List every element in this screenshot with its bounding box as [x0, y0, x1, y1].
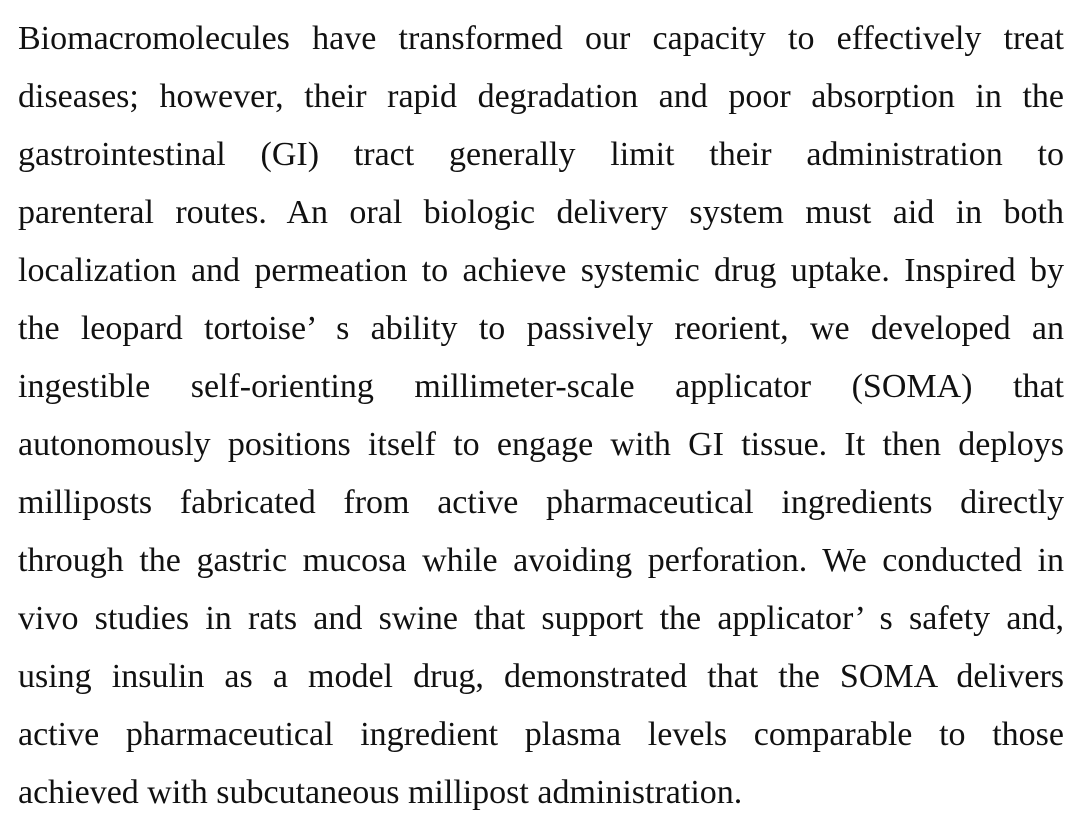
text-line: gastrointestinal (GI) tract generally limit their administration to	[18, 136, 1064, 173]
text-line: using insulin as a model drug, demonstrated that the SOMA delivers	[18, 658, 1064, 695]
text-line: vivo studies in rats and swine that support the applicator’ s safety and,	[18, 600, 1064, 637]
text-line: localization and permeation to achieve systemic drug uptake. Inspired by	[18, 252, 1064, 289]
text-line: the leopard tortoise’ s ability to passively reorient, we developed an	[18, 310, 1064, 347]
text-line: parenteral routes. An oral biologic delivery system must aid in both	[18, 194, 1064, 231]
text-line: ingestible self-orienting millimeter-scale applicator (SOMA) that	[18, 368, 1064, 405]
abstract-paragraph	[18, 10, 1064, 822]
text-line: autonomously positions itself to engage with GI tissue. It then deploys	[18, 426, 1064, 463]
text-line: diseases; however, their rapid degradation and poor absorption in the	[18, 78, 1064, 115]
text-line: through the gastric mucosa while avoiding perforation. We conducted in	[18, 542, 1064, 579]
text-line: Biomacromolecules have transformed our capacity to effectively treat	[18, 20, 1064, 57]
text-line: milliposts fabricated from active pharmaceutical ingredients directly	[18, 484, 1064, 521]
text-line: achieved with subcutaneous millipost administration.	[18, 774, 743, 811]
text-line: active pharmaceutical ingredient plasma levels comparable to those	[18, 716, 1064, 753]
